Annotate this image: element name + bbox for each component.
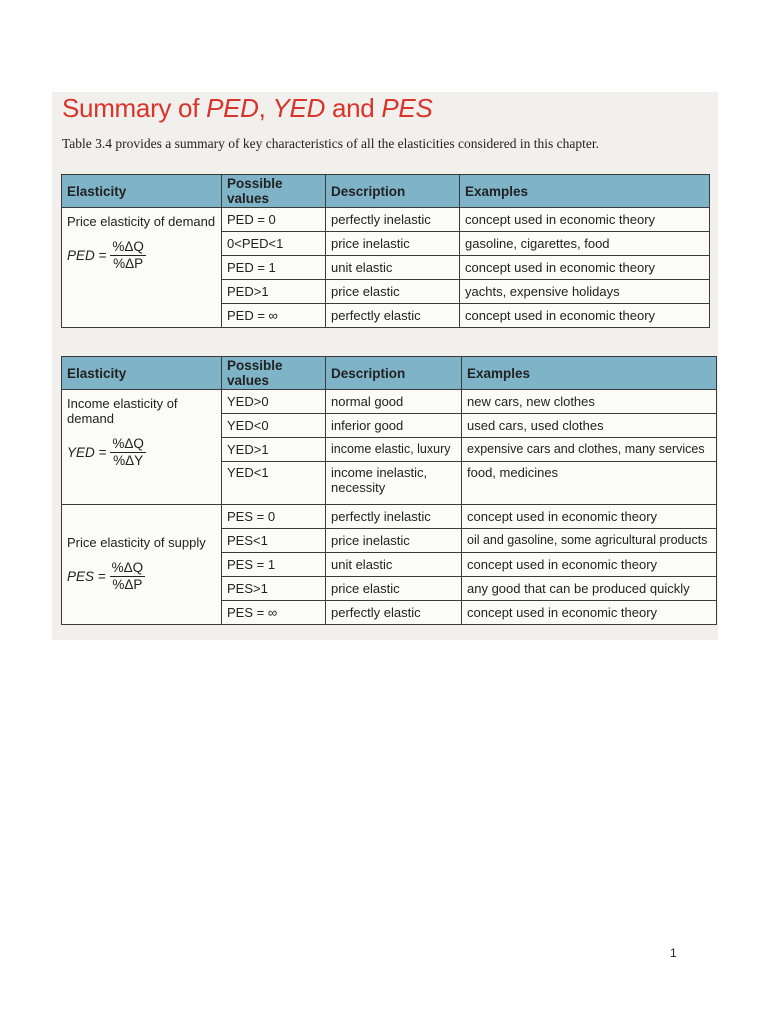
description: price inelastic: [326, 529, 462, 553]
elasticity-cell-yed: [62, 390, 222, 505]
formula-fraction: [110, 436, 146, 469]
examples: expensive cars and clothes, many services: [462, 438, 717, 462]
title-and: and: [325, 93, 382, 123]
possible-value: PES>1: [222, 577, 326, 601]
elasticity-cell-ped: [62, 208, 222, 328]
description: inferior good: [326, 414, 462, 438]
description: perfectly elastic: [326, 304, 460, 328]
description: price inelastic: [326, 232, 460, 256]
elasticity-name: Price elasticity of demand: [67, 214, 216, 229]
examples: new cars, new clothes: [462, 390, 717, 414]
examples: food, medicines: [462, 462, 717, 505]
possible-value: YED<1: [222, 462, 326, 505]
description: price elastic: [326, 280, 460, 304]
examples: used cars, used clothes: [462, 414, 717, 438]
formula-numerator: %ΔQ: [112, 436, 144, 451]
examples: concept used in economic theory: [462, 553, 717, 577]
header-possible-values: Possible values: [222, 357, 326, 390]
formula-lhs: PES =: [67, 569, 106, 584]
table-row: [62, 505, 717, 529]
description: unit elastic: [326, 256, 460, 280]
header-description: Description: [326, 175, 460, 208]
possible-value: 0<PED<1: [222, 232, 326, 256]
examples: yachts, expensive holidays: [460, 280, 710, 304]
examples: concept used in economic theory: [462, 601, 717, 625]
table-header-row: [62, 357, 717, 390]
formula-denominator: %ΔY: [113, 453, 144, 468]
possible-value: PED>1: [222, 280, 326, 304]
possible-value: PES<1: [222, 529, 326, 553]
title-ped: PED: [206, 93, 259, 123]
title-separator: ,: [258, 93, 273, 123]
header-elasticity: Elasticity: [62, 175, 222, 208]
description: income elastic, luxury: [326, 438, 462, 462]
formula-numerator: %ΔQ: [111, 560, 144, 575]
description: price elastic: [326, 577, 462, 601]
formula-denominator: %ΔP: [113, 256, 144, 271]
formula-lhs: PED =: [67, 248, 107, 263]
description: income inelastic, necessity: [326, 462, 462, 505]
header-elasticity: Elasticity: [62, 357, 222, 390]
table-row: [62, 208, 710, 232]
examples: concept used in economic theory: [462, 505, 717, 529]
formula-denominator: %ΔP: [112, 577, 143, 592]
possible-value: PES = 0: [222, 505, 326, 529]
elasticity-name: Price elasticity of supply: [67, 535, 206, 550]
table-header-row: [62, 175, 710, 208]
possible-value: PED = ∞: [222, 304, 326, 328]
table-row: [62, 390, 717, 414]
description: perfectly inelastic: [326, 505, 462, 529]
description: perfectly elastic: [326, 601, 462, 625]
yed-pes-table: [61, 356, 717, 625]
description: unit elastic: [326, 553, 462, 577]
description: perfectly inelastic: [326, 208, 460, 232]
elasticity-cell-pes: [62, 505, 222, 625]
header-possible-values: Possible values: [222, 175, 326, 208]
possible-value: YED>0: [222, 390, 326, 414]
possible-value: YED<0: [222, 414, 326, 438]
pes-formula: [67, 560, 216, 593]
elasticity-name: Income elasticity of demand: [67, 396, 178, 426]
examples: oil and gasoline, some agricultural products: [462, 529, 717, 553]
formula-lhs: YED =: [67, 445, 107, 460]
intro-text: Table 3.4 provides a summary of key characteristics of all the elasticities considered in this chapter.: [62, 136, 600, 151]
possible-value: YED>1: [222, 438, 326, 462]
formula-fraction: [110, 239, 146, 272]
header-description: Description: [326, 357, 462, 390]
possible-value: PES = ∞: [222, 601, 326, 625]
header-examples: Examples: [460, 175, 710, 208]
formula-numerator: %ΔQ: [112, 239, 144, 254]
ped-formula: [67, 239, 216, 272]
header-examples: Examples: [462, 357, 717, 390]
possible-value: PED = 0: [222, 208, 326, 232]
title-pes: PES: [381, 93, 433, 123]
possible-value: PED = 1: [222, 256, 326, 280]
examples: concept used in economic theory: [460, 256, 710, 280]
possible-value: PES = 1: [222, 553, 326, 577]
ped-table: [61, 174, 710, 328]
description: normal good: [326, 390, 462, 414]
title-prefix: Summary of: [62, 93, 207, 123]
yed-formula: [67, 436, 216, 469]
examples: any good that can be produced quickly: [462, 577, 717, 601]
examples: concept used in economic theory: [460, 208, 710, 232]
page-title: [62, 93, 433, 124]
page-number: 1: [670, 946, 677, 960]
examples: concept used in economic theory: [460, 304, 710, 328]
title-yed: YED: [272, 93, 326, 123]
examples: gasoline, cigarettes, food: [460, 232, 710, 256]
formula-fraction: [110, 560, 146, 593]
